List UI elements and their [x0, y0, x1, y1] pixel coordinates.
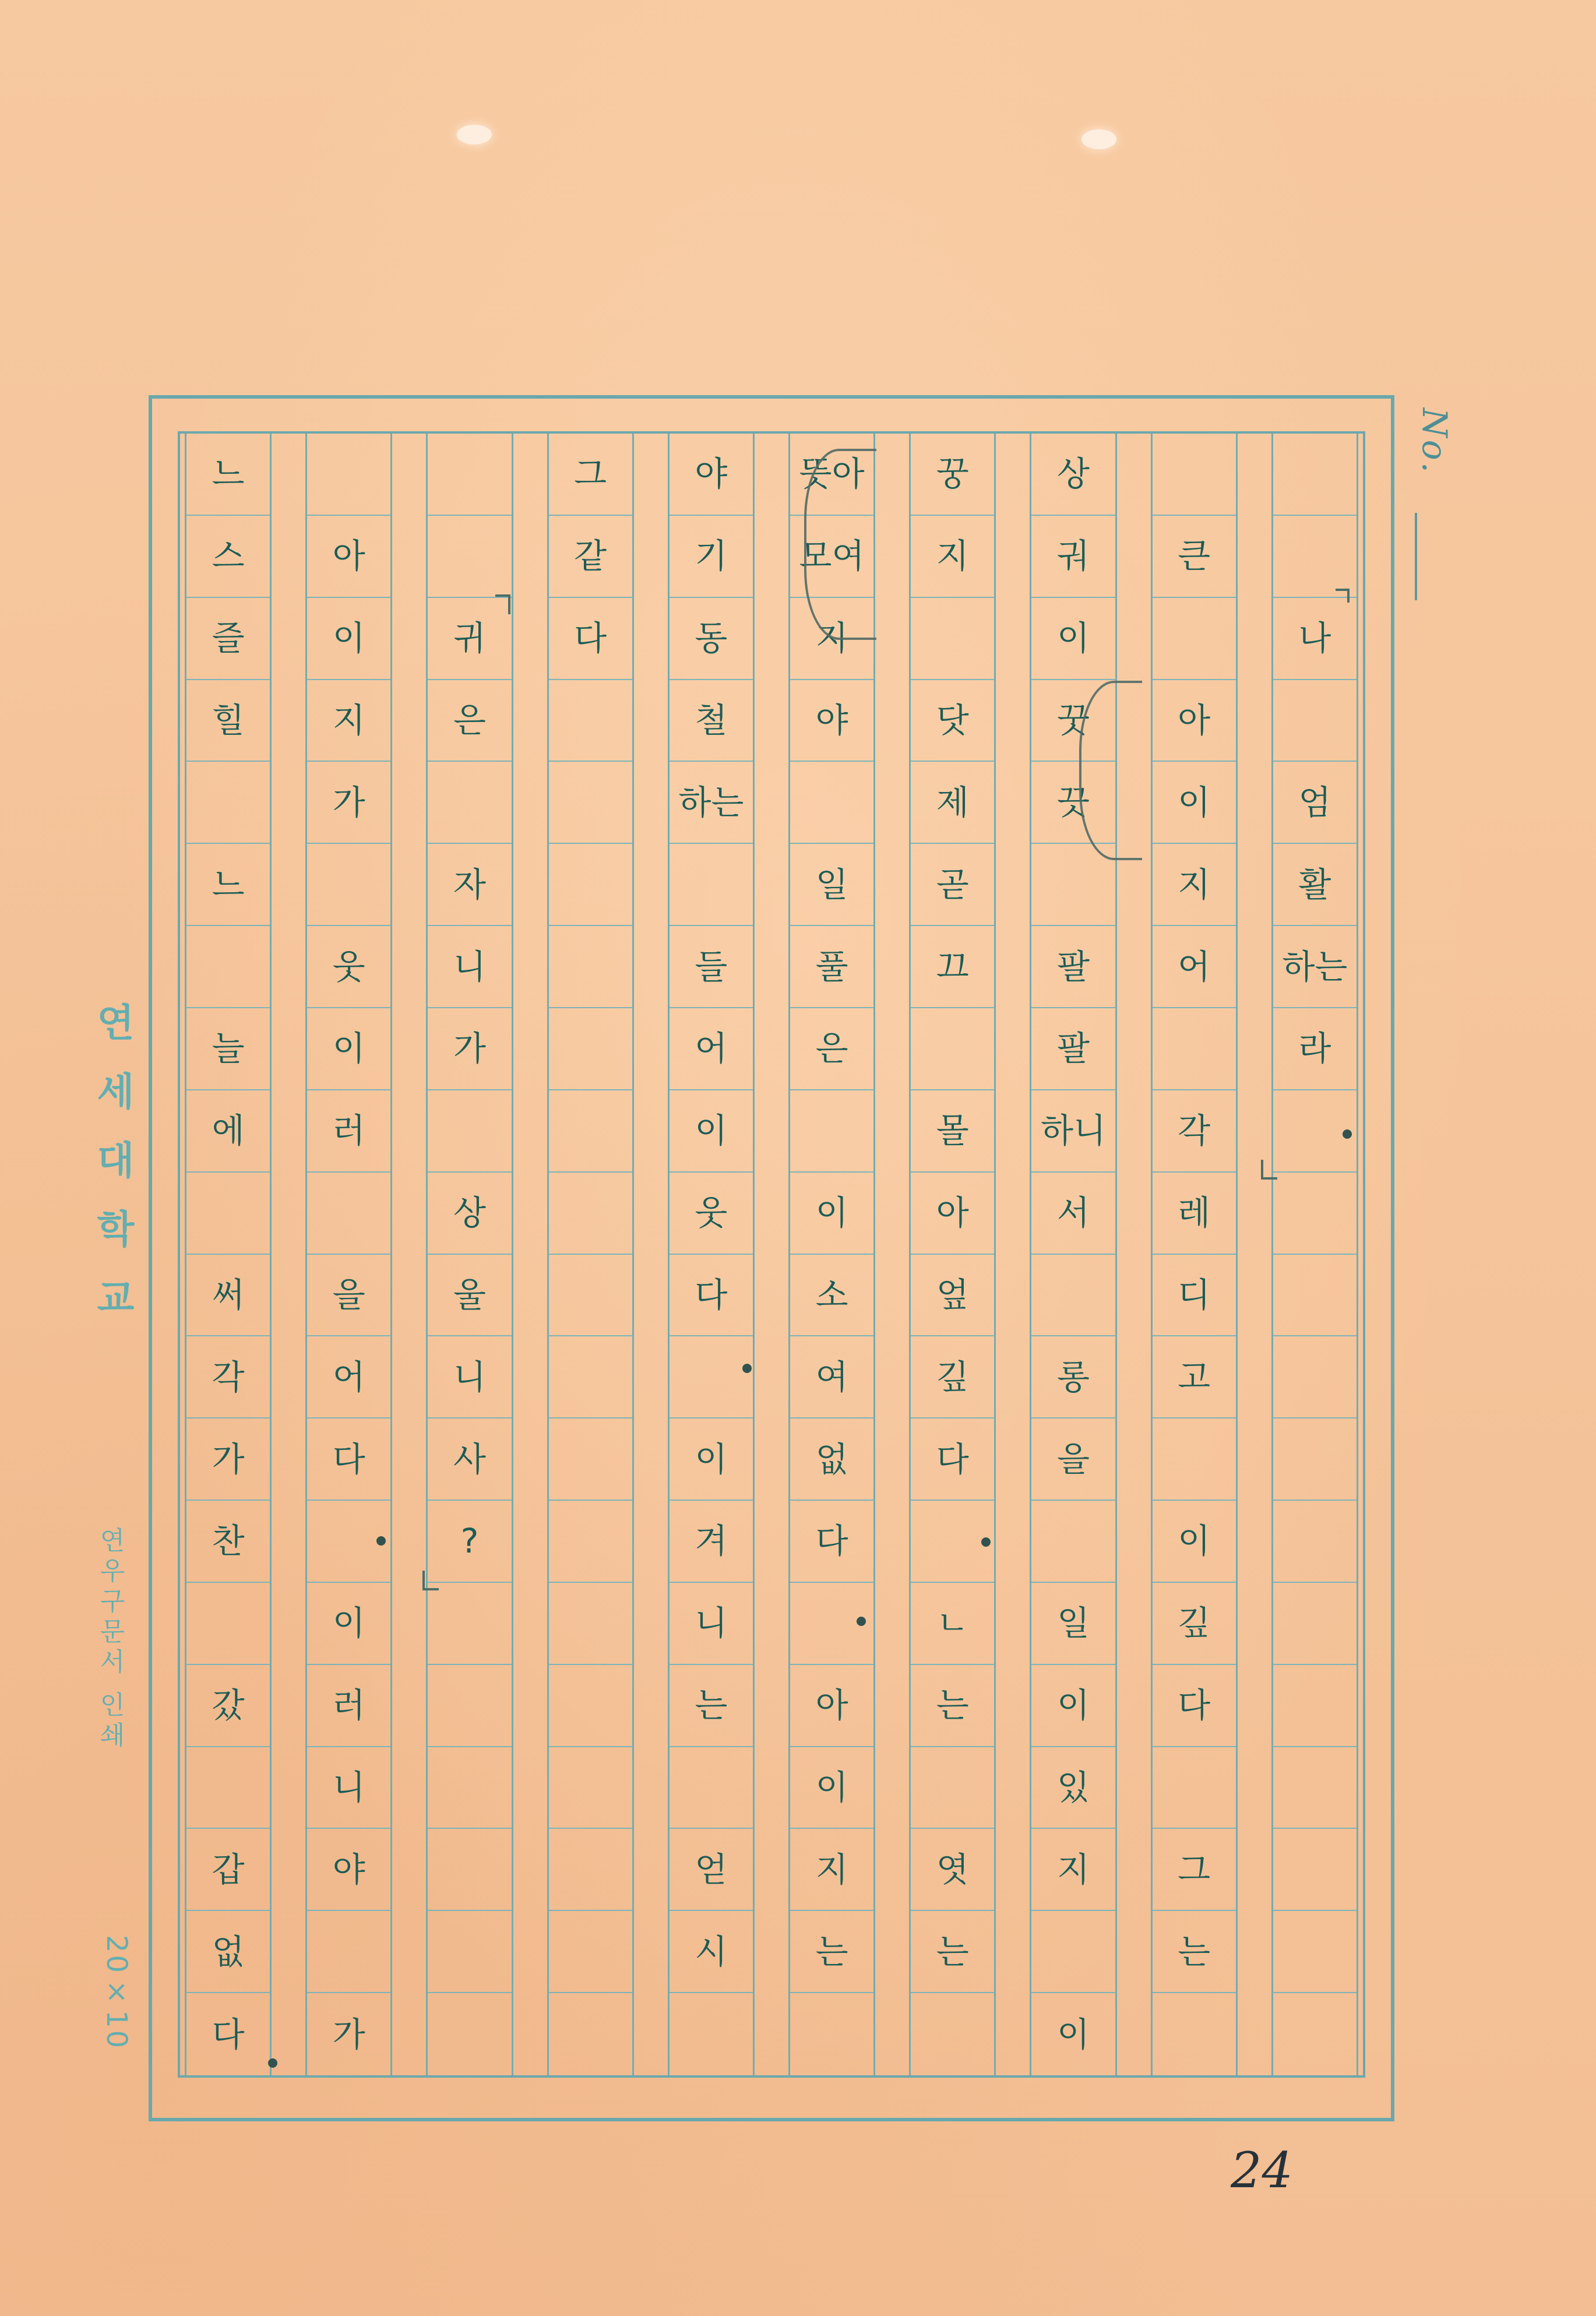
manuscript-cell: 이 — [1031, 598, 1115, 680]
manuscript-column — [1030, 434, 1116, 2075]
manuscript-cell — [1031, 1501, 1115, 1583]
manuscript-cell — [790, 1090, 873, 1173]
manuscript-cell: 디 — [1153, 1255, 1236, 1337]
manuscript-cell: 은 — [428, 680, 511, 762]
manuscript-cell: 고 — [1153, 1336, 1236, 1419]
manuscript-cell: 이 — [790, 1173, 873, 1255]
manuscript-cell — [1273, 1829, 1357, 1911]
manuscript-cell: 러 — [307, 1665, 390, 1747]
manuscript-cell — [549, 1501, 632, 1583]
manuscript-cell: 러 — [307, 1090, 390, 1173]
manuscript-cell: 귀 — [428, 598, 511, 680]
manuscript-cell — [1273, 1501, 1357, 1583]
manuscript-cell: 니 — [307, 1747, 390, 1829]
manuscript-cell: 그 — [549, 434, 632, 516]
manuscript-cell: 가 — [332, 2014, 365, 2054]
manuscript-column — [909, 434, 996, 2075]
manuscript-cell: 있 — [1031, 1747, 1115, 1829]
manuscript-cell — [428, 1829, 511, 1911]
manuscript-cell — [1273, 1911, 1357, 1993]
manuscript-cell: 아 — [911, 1173, 994, 1255]
manuscript-cell — [549, 680, 632, 762]
manuscript-cell: 이 — [1153, 1501, 1236, 1583]
manuscript-cell: 끄 — [911, 926, 994, 1008]
manuscript-cell: 스 — [186, 516, 270, 598]
manuscript-cell: 나 — [1273, 598, 1357, 680]
manuscript-cell: 써 — [186, 1255, 270, 1337]
manuscript-cell: 다 — [1153, 1665, 1236, 1747]
manuscript-cell: 이 — [670, 1090, 753, 1173]
manuscript-cell: 사 — [428, 1419, 511, 1501]
ink-dot — [1343, 1129, 1352, 1139]
manuscript-cell — [549, 1911, 632, 1993]
manuscript-cell: ? — [428, 1501, 511, 1583]
manuscript-cell: 는 — [670, 1665, 753, 1747]
manuscript-cell: 지 — [1153, 844, 1236, 926]
manuscript-cell: 일 — [790, 844, 873, 926]
manuscript-cell — [549, 1993, 632, 2075]
manuscript-cell: 라 — [1273, 1008, 1357, 1090]
manuscript-cell — [1273, 680, 1357, 762]
manuscript-cell: 엄 — [1273, 762, 1357, 844]
editing-mark — [1336, 589, 1350, 603]
manuscript-cell — [549, 1665, 632, 1747]
manuscript-cell — [549, 1173, 632, 1255]
manuscript-cell — [790, 762, 873, 844]
manuscript-cell — [549, 844, 632, 926]
manuscript-cell — [670, 1336, 753, 1419]
manuscript-cell — [1273, 1419, 1357, 1501]
manuscript-cell: 아 — [307, 516, 390, 598]
manuscript-cell: 자 — [428, 844, 511, 926]
manuscript-cell — [549, 1255, 632, 1337]
manuscript-cell — [307, 1173, 390, 1255]
manuscript-cell: 이 — [1056, 2014, 1090, 2054]
manuscript-cell — [1153, 434, 1236, 516]
manuscript-cell: 느 — [186, 844, 270, 926]
manuscript-cell: 아 — [790, 1665, 873, 1747]
manuscript-cell — [549, 762, 632, 844]
manuscript-cell — [428, 516, 511, 598]
manuscript-cell — [911, 1008, 994, 1090]
manuscript-cell: 는 — [911, 1911, 994, 1993]
manuscript-cell: 지 — [911, 516, 994, 598]
manuscript-cell — [911, 1747, 994, 1829]
manuscript-cell — [549, 1090, 632, 1173]
manuscript-cell — [186, 1173, 270, 1255]
editing-mark — [495, 594, 510, 614]
manuscript-column — [305, 434, 392, 2075]
manuscript-cell — [186, 1747, 270, 1829]
manuscript-cell: 깊 — [1153, 1583, 1236, 1665]
manuscript-cell — [428, 1747, 511, 1829]
manuscript-cell: 기 — [670, 516, 753, 598]
editing-mark — [1261, 1160, 1277, 1180]
page-number: 24 — [1231, 2142, 1293, 2199]
manuscript-column — [1271, 434, 1358, 2075]
manuscript-cell: 다 — [307, 1419, 390, 1501]
manuscript-cell: 어 — [1153, 926, 1236, 1008]
manuscript-cell: 찬 — [186, 1501, 270, 1583]
manuscript-cell: 지 — [790, 1829, 873, 1911]
manuscript-cell: 풀 — [790, 926, 873, 1008]
manuscript-cell: 갔 — [186, 1665, 270, 1747]
manuscript-cell — [307, 844, 390, 926]
manuscript-cell: 각 — [186, 1336, 270, 1419]
manuscript-cell — [307, 434, 390, 516]
manuscript-cell: 는 — [1153, 1911, 1236, 1993]
manuscript-cell: 서 — [1031, 1173, 1115, 1255]
manuscript-cell: 가 — [186, 1419, 270, 1501]
manuscript-cell — [549, 926, 632, 1008]
manuscript-cell: 가 — [428, 1008, 511, 1090]
manuscript-cell: 야 — [307, 1829, 390, 1911]
manuscript-cell: 웃 — [307, 926, 390, 1008]
manuscript-cell — [549, 1008, 632, 1090]
manuscript-cell: 이 — [790, 1747, 873, 1829]
manuscript-cell: 깊 — [911, 1336, 994, 1419]
manuscript-cell — [1273, 1583, 1357, 1665]
manuscript-cell: 가 — [307, 762, 390, 844]
manuscript-cell: 니 — [428, 926, 511, 1008]
manuscript-cell: 울 — [428, 1255, 511, 1337]
editing-mark — [422, 1571, 439, 1590]
manuscript-cell — [428, 1911, 511, 1993]
manuscript-cell: 어 — [670, 1008, 753, 1090]
manuscript-cell: 이 — [307, 1008, 390, 1090]
manuscript-column — [547, 434, 634, 2075]
manuscript-cell: 일 — [1031, 1583, 1115, 1665]
manuscript-cell: 팔 — [1031, 926, 1115, 1008]
university-imprint: 연세대학교 — [90, 1002, 135, 1346]
manuscript-cell: 어 — [307, 1336, 390, 1419]
manuscript-cell: 다 — [212, 2014, 245, 2054]
manuscript-cell: 꿋 — [1031, 680, 1115, 762]
manuscript-cell: 궈 — [1031, 516, 1115, 598]
manuscript-cell: 늘 — [186, 1008, 270, 1090]
ink-dot — [268, 2058, 277, 2068]
manuscript-cell — [790, 1993, 873, 2075]
manuscript-cell: 같 — [549, 516, 632, 598]
manuscript-cell — [1273, 1173, 1357, 1255]
manuscript-cell — [1273, 1255, 1357, 1337]
manuscript-cell: 힐 — [186, 680, 270, 762]
manuscript-column — [668, 434, 755, 2075]
manuscript-cell: 이 — [1031, 1665, 1115, 1747]
manuscript-cell: 팔 — [1031, 1008, 1115, 1090]
manuscript-cell: 그 — [1153, 1829, 1236, 1911]
manuscript-column — [1151, 434, 1238, 2075]
manuscript-cell: ㄴ — [911, 1583, 994, 1665]
manuscript-cell — [549, 1829, 632, 1911]
manuscript-cell — [1273, 1747, 1357, 1829]
ink-dot — [981, 1537, 991, 1547]
manuscript-cell: 지 — [790, 598, 873, 680]
manuscript-cell: 느 — [186, 434, 270, 516]
ink-dot — [857, 1617, 866, 1626]
manuscript-cell: 활 — [1273, 844, 1357, 926]
manuscript-cell: 을 — [307, 1255, 390, 1337]
manuscript-column — [426, 434, 513, 2075]
manuscript-cell: 이 — [1153, 762, 1236, 844]
manuscript-cell — [1153, 1993, 1236, 2075]
manuscript-cell: 얻 — [670, 1829, 753, 1911]
manuscript-cell: 지 — [1031, 1829, 1115, 1911]
manuscript-cell: 엎 — [911, 1255, 994, 1337]
manuscript-cell — [549, 1747, 632, 1829]
manuscript-cell: 큰 — [1153, 516, 1236, 598]
manuscript-cell: 즐 — [186, 598, 270, 680]
manuscript-cell: 곧 — [911, 844, 994, 926]
manuscript-cell — [670, 1747, 753, 1829]
manuscript-cell: 레 — [1153, 1173, 1236, 1255]
manuscript-cell: 은 — [790, 1008, 873, 1090]
manuscript-cell — [428, 1090, 511, 1173]
manuscript-cell — [428, 1993, 511, 2075]
manuscript-cell: 니 — [670, 1583, 753, 1665]
paper-size-mark: 20×10 — [100, 1935, 133, 2051]
manuscript-cell: 다 — [549, 598, 632, 680]
manuscript-cell — [911, 598, 994, 680]
manuscript-cell — [428, 1665, 511, 1747]
publisher-imprint: 연우구문서 인쇄 — [95, 1527, 125, 1752]
manuscript-cell: 야 — [790, 680, 873, 762]
manuscript-cell: 없 — [790, 1419, 873, 1501]
manuscript-cell: 야 — [670, 434, 753, 516]
manuscript-cell — [428, 762, 511, 844]
manuscript-column — [788, 434, 875, 2075]
manuscript-cell: 몰 — [911, 1090, 994, 1173]
manuscript-cell — [911, 1993, 994, 2075]
manuscript-cell: 상 — [1031, 434, 1115, 516]
manuscript-cell: 다 — [790, 1501, 873, 1583]
manuscript-cell — [1153, 1747, 1236, 1829]
manuscript-cell: 끗 — [1031, 762, 1115, 844]
manuscript-cell: 소 — [790, 1255, 873, 1337]
manuscript-cell — [186, 762, 270, 844]
manuscript-cell: 하니 — [1031, 1090, 1115, 1173]
manuscript-cell: 닷 — [911, 680, 994, 762]
manuscript-cell — [1273, 516, 1357, 598]
manuscript-cell — [670, 844, 753, 926]
punch-hole — [457, 125, 492, 145]
manuscript-cell: 는 — [790, 1911, 873, 1993]
manuscript-cell: 을 — [1031, 1419, 1115, 1501]
manuscript-cell — [1031, 1911, 1115, 1993]
manuscript-cell — [307, 1911, 390, 1993]
manuscript-cell: 들 — [670, 926, 753, 1008]
manuscript-cell: 니 — [428, 1336, 511, 1419]
manuscript-cell: 각 — [1153, 1090, 1236, 1173]
correction-curve — [804, 449, 876, 640]
manuscript-cell: 꿍 — [911, 434, 994, 516]
manuscript-cell: 없 — [186, 1911, 270, 1993]
manuscript-cell — [186, 926, 270, 1008]
manuscript-cell: 는 — [911, 1665, 994, 1747]
manuscript-column — [185, 434, 272, 2075]
manuscript-cell: 웃 — [670, 1173, 753, 1255]
manuscript-cell — [1273, 1665, 1357, 1747]
manuscript-cell — [1031, 1255, 1115, 1337]
manuscript-cell: 여 — [790, 1336, 873, 1419]
manuscript-cell: 모여 — [790, 516, 873, 598]
manuscript-cell: 철 — [670, 680, 753, 762]
manuscript-cell — [1273, 1993, 1357, 2075]
manuscript-cell: 제 — [911, 762, 994, 844]
manuscript-cell: 이 — [307, 1583, 390, 1665]
manuscript-cell: 다 — [670, 1255, 753, 1337]
manuscript-cell — [428, 434, 511, 516]
manuscript-cell — [186, 1583, 270, 1665]
ink-dot — [742, 1364, 752, 1373]
manuscript-cell: 하는 — [670, 762, 753, 844]
manuscript-cell — [428, 1583, 511, 1665]
manuscript-cell: 겨 — [670, 1501, 753, 1583]
manuscript-cell — [1153, 1008, 1236, 1090]
manuscript-cell: 시 — [670, 1911, 753, 1993]
manuscript-cell — [670, 1993, 753, 2075]
punch-hole — [1081, 129, 1116, 149]
sheet-number-label: No. — [1415, 408, 1454, 476]
manuscript-cell: 에 — [186, 1090, 270, 1173]
manuscript-cell: 아 — [1153, 680, 1236, 762]
manuscript-cell — [1153, 598, 1236, 680]
manuscript-grid — [178, 431, 1365, 2078]
manuscript-cell — [549, 1336, 632, 1419]
manuscript-cell: 다 — [911, 1419, 994, 1501]
ink-dot — [376, 1536, 386, 1546]
manuscript-cell: 지 — [307, 680, 390, 762]
manuscript-cell — [1273, 1336, 1357, 1419]
manuscript-cell — [549, 1419, 632, 1501]
manuscript-cell: 하는 — [1273, 926, 1357, 1008]
sheet-number-line — [1415, 513, 1417, 600]
manuscript-cell: 뜻아 — [790, 434, 873, 516]
manuscript-cell: 동 — [670, 598, 753, 680]
manuscript-cell — [549, 1583, 632, 1665]
manuscript-cell: 이 — [670, 1419, 753, 1501]
manuscript-cell: 롱 — [1031, 1336, 1115, 1419]
manuscript-cell: 이 — [307, 598, 390, 680]
manuscript-cell: 상 — [428, 1173, 511, 1255]
manuscript-cell: 엿 — [911, 1829, 994, 1911]
correction-curve — [1079, 681, 1142, 860]
manuscript-cell — [1153, 1419, 1236, 1501]
manuscript-cell: 갑 — [186, 1829, 270, 1911]
manuscript-cell — [1273, 434, 1357, 516]
